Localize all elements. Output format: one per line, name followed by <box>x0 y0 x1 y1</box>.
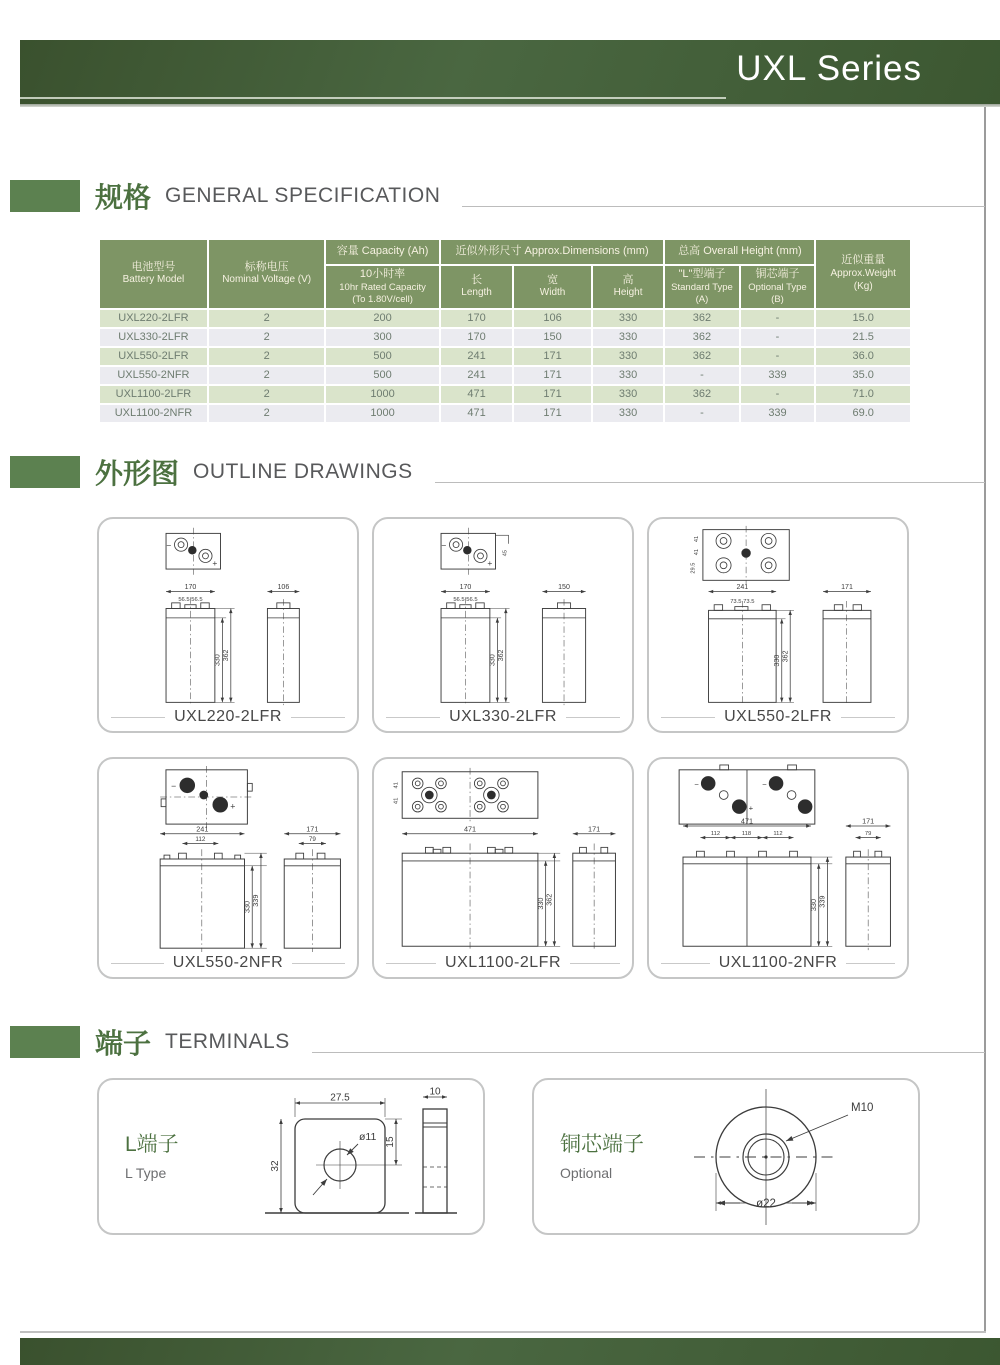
svg-text:−: − <box>166 540 172 551</box>
svg-text:+: + <box>487 558 493 569</box>
svg-text:56.5 56.5: 56.5 56.5 <box>178 596 203 603</box>
panel-label: UXL550-2NFR <box>111 954 345 972</box>
table-cell: 241 <box>441 348 513 365</box>
outline-drawing <box>377 524 629 708</box>
table-cell: 471 <box>441 405 513 422</box>
table-cell: 471 <box>441 386 513 403</box>
section-title-cn: 规格 <box>95 182 152 213</box>
table-cell: 170 <box>441 310 513 327</box>
copper-terminal-drawing <box>644 1083 914 1233</box>
table-cell: 362 <box>665 329 738 346</box>
svg-text:330: 330 <box>809 898 818 912</box>
svg-text:41: 41 <box>393 797 400 805</box>
table-cell: - <box>741 386 815 403</box>
table-cell: 71.0 <box>816 386 910 403</box>
col-standard-type: "L"型端子 Standard Type (A) <box>665 266 738 308</box>
table-cell: 500 <box>326 348 438 365</box>
svg-text:171: 171 <box>306 824 319 834</box>
table-cell: UXL550-2NFR <box>100 367 207 384</box>
svg-text:471: 471 <box>740 816 754 826</box>
table-cell: 330 <box>593 348 664 365</box>
section-marker <box>10 1026 80 1058</box>
svg-text:118: 118 <box>741 831 752 838</box>
svg-text:73.5 73.5: 73.5 73.5 <box>730 598 755 605</box>
svg-text:79: 79 <box>864 831 872 838</box>
table-cell: UXL220-2LFR <box>100 310 207 327</box>
col-weight: 近似重量 Approx.Weight (Kg) <box>816 240 910 308</box>
svg-text:79: 79 <box>308 836 316 844</box>
table-cell: 15.0 <box>816 310 910 327</box>
outline-panel-UXL550-2LFR <box>647 517 909 733</box>
svg-text:171: 171 <box>588 824 601 834</box>
svg-text:112: 112 <box>195 836 206 844</box>
svg-text:10: 10 <box>429 1086 441 1098</box>
svg-text:171: 171 <box>862 816 875 826</box>
svg-text:56.5 56.5: 56.5 56.5 <box>453 596 478 603</box>
table-cell: 339 <box>741 367 815 384</box>
svg-text:29.5: 29.5 <box>690 562 697 574</box>
table-cell: 1000 <box>326 405 438 422</box>
col-height: 高 Height <box>593 266 664 308</box>
table-cell: 362 <box>665 386 738 403</box>
page-border-right <box>984 107 986 1333</box>
outline-panel-UXL1100-2NFR <box>647 757 909 979</box>
terminal-card-copper <box>532 1078 920 1235</box>
outline-drawing <box>102 764 354 954</box>
svg-text:45: 45 <box>502 549 509 557</box>
table-cell: 2 <box>209 329 325 346</box>
terminal-name-en: Optional <box>560 1165 613 1181</box>
col-width: 宽 Width <box>514 266 590 308</box>
svg-text:−: − <box>694 780 699 790</box>
section-title-en: OUTLINE DRAWINGS <box>193 460 413 483</box>
svg-text:ø11: ø11 <box>359 1131 377 1143</box>
col-optional-type: 铜芯端子 Optional Type (B) <box>741 266 815 308</box>
svg-text:362: 362 <box>544 893 554 906</box>
svg-text:241: 241 <box>736 584 749 592</box>
table-cell: 21.5 <box>816 329 910 346</box>
svg-text:330: 330 <box>489 654 497 666</box>
table-row <box>100 386 910 403</box>
spec-table-wrap <box>98 238 912 424</box>
terminal-name-en: L Type <box>125 1165 167 1181</box>
table-cell: 69.0 <box>816 405 910 422</box>
svg-text:106: 106 <box>277 584 290 592</box>
outline-drawing <box>652 524 904 708</box>
table-cell: 362 <box>665 310 738 327</box>
table-cell: - <box>741 310 815 327</box>
svg-text:330: 330 <box>214 654 222 666</box>
table-cell: 1000 <box>326 386 438 403</box>
section-title-cn: 端子 <box>95 1028 152 1059</box>
section-rule <box>462 206 985 207</box>
svg-text:M10: M10 <box>851 1102 874 1114</box>
table-cell: 2 <box>209 367 325 384</box>
svg-text:−: − <box>171 781 177 792</box>
table-cell: 150 <box>514 329 590 346</box>
svg-text:+: + <box>748 803 754 813</box>
outline-panel-UXL220-2LFR <box>97 517 359 733</box>
section-rule <box>435 482 985 483</box>
outline-drawing <box>102 524 354 708</box>
outline-drawing <box>377 764 629 954</box>
footer-bar <box>20 1338 1000 1365</box>
table-cell: UXL550-2LFR <box>100 348 207 365</box>
col-capacity-sub: 10小时率 10hr Rated Capacity (To 1.80V/cell) <box>326 266 438 308</box>
svg-text:+: + <box>212 558 218 569</box>
svg-text:362: 362 <box>498 649 506 662</box>
section-general-specification <box>10 176 985 216</box>
table-cell: 500 <box>326 367 438 384</box>
svg-text:15: 15 <box>385 1136 397 1148</box>
panel-label: UXL220-2LFR <box>111 708 345 726</box>
table-cell: 171 <box>514 348 590 365</box>
table-cell: - <box>741 329 815 346</box>
header-shadow <box>20 104 1000 107</box>
table-cell: UXL1100-2NFR <box>100 405 207 422</box>
table-cell: 2 <box>209 310 325 327</box>
table-cell: 362 <box>665 348 738 365</box>
panel-label: UXL1100-2LFR <box>386 954 620 972</box>
header-accent-line <box>20 97 726 99</box>
svg-text:41: 41 <box>393 782 400 789</box>
table-cell: 330 <box>593 329 664 346</box>
svg-text:339: 339 <box>251 894 261 907</box>
table-row <box>100 405 910 422</box>
table-cell: 2 <box>209 405 325 422</box>
svg-text:171: 171 <box>841 584 853 592</box>
page-border-bottom <box>20 1331 986 1333</box>
svg-text:471: 471 <box>463 824 477 834</box>
svg-text:ø22: ø22 <box>756 1198 776 1210</box>
table-cell: UXL330-2LFR <box>100 329 207 346</box>
l-type-terminal-drawing <box>209 1083 479 1233</box>
section-outline-drawings <box>10 452 985 492</box>
table-cell: 330 <box>593 405 664 422</box>
table-cell: 170 <box>441 329 513 346</box>
col-nominal-voltage: 标称电压 Nominal Voltage (V) <box>209 240 325 308</box>
panel-label: UXL1100-2NFR <box>661 954 895 972</box>
svg-text:41: 41 <box>694 549 701 556</box>
svg-text:+: + <box>230 801 236 812</box>
section-title-en: TERMINALS <box>165 1030 290 1053</box>
table-cell: 106 <box>514 310 590 327</box>
svg-text:112: 112 <box>710 831 721 838</box>
series-header-bar <box>20 40 1000 104</box>
table-cell: 36.0 <box>816 348 910 365</box>
table-row <box>100 310 910 327</box>
table-cell: 330 <box>593 310 664 327</box>
svg-text:−: − <box>441 540 447 551</box>
col-overall-height-group: 总高 Overall Height (mm) <box>665 240 814 264</box>
table-row <box>100 329 910 346</box>
panel-label: UXL330-2LFR <box>386 708 620 726</box>
section-title-cn: 外形图 <box>95 458 180 489</box>
col-length: 长 Length <box>441 266 513 308</box>
table-cell: - <box>665 367 738 384</box>
svg-text:241: 241 <box>196 824 209 834</box>
svg-text:41: 41 <box>694 535 701 543</box>
table-row <box>100 367 910 384</box>
table-cell: 300 <box>326 329 438 346</box>
table-row <box>100 348 910 365</box>
table-cell: 330 <box>593 367 664 384</box>
section-terminals <box>10 1022 985 1062</box>
table-cell: 171 <box>514 386 590 403</box>
table-cell: 200 <box>326 310 438 327</box>
table-cell: 241 <box>441 367 513 384</box>
table-cell: 330 <box>593 386 664 403</box>
series-title: UXL Series <box>736 49 922 88</box>
spec-table <box>98 238 912 424</box>
outline-drawing <box>652 764 904 954</box>
table-cell: 171 <box>514 405 590 422</box>
terminal-card-l-type <box>97 1078 485 1235</box>
svg-text:330: 330 <box>242 900 252 914</box>
outline-panel-UXL330-2LFR <box>372 517 634 733</box>
section-title-en: GENERAL SPECIFICATION <box>165 184 441 207</box>
table-cell: 2 <box>209 348 325 365</box>
terminal-name-cn: L端子 <box>125 1133 179 1156</box>
svg-text:330: 330 <box>774 654 782 667</box>
svg-text:150: 150 <box>558 584 570 592</box>
svg-text:362: 362 <box>782 650 790 663</box>
svg-text:339: 339 <box>817 895 827 908</box>
svg-text:170: 170 <box>184 584 197 592</box>
svg-text:170: 170 <box>459 584 472 592</box>
col-battery-model: 电池型号 Battery Model <box>100 240 207 308</box>
svg-text:27.5: 27.5 <box>330 1092 350 1104</box>
svg-text:330: 330 <box>535 897 545 910</box>
section-rule <box>312 1052 985 1053</box>
table-cell: - <box>665 405 738 422</box>
outline-panel-UXL1100-2LFR <box>372 757 634 979</box>
table-cell: 171 <box>514 367 590 384</box>
panel-label: UXL550-2LFR <box>661 708 895 726</box>
table-cell: - <box>741 348 815 365</box>
table-cell: 35.0 <box>816 367 910 384</box>
col-dimensions-group: 近似外形尺寸 Approx.Dimensions (mm) <box>441 240 664 264</box>
terminal-name-cn: 铜芯端子 <box>560 1133 644 1156</box>
svg-text:−: − <box>762 780 767 790</box>
table-cell: UXL1100-2LFR <box>100 386 207 403</box>
section-marker <box>10 456 80 488</box>
table-cell: 339 <box>741 405 815 422</box>
section-marker <box>10 180 80 212</box>
svg-text:112: 112 <box>773 831 783 838</box>
svg-text:362: 362 <box>223 649 231 662</box>
col-capacity-group: 容量 Capacity (Ah) <box>326 240 438 264</box>
table-cell: 2 <box>209 386 325 403</box>
svg-text:32: 32 <box>270 1160 282 1172</box>
outline-panel-UXL550-2NFR <box>97 757 359 979</box>
